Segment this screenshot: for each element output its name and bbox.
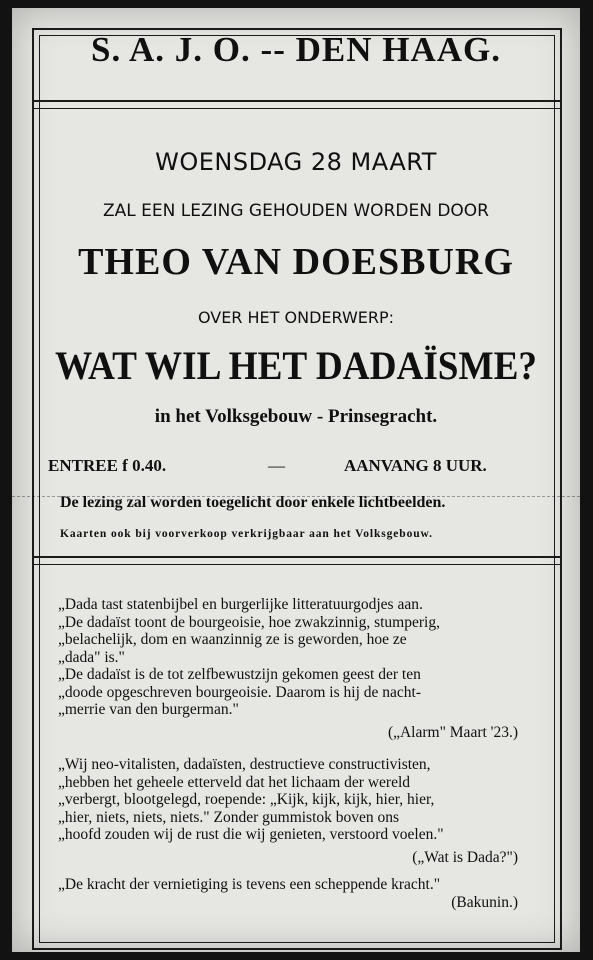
subject-intro: OVER HET ONDERWERP:: [197, 308, 395, 327]
section-divider: [32, 556, 560, 558]
quote-what-is-dada: [58, 756, 444, 844]
quote-attribution: („Alarm" Maart '23.): [387, 724, 518, 741]
quote-line: „De dadaïst toont de bourgeoisie, hoe zwakzinnig, stumperig,: [58, 613, 440, 631]
poster: [12, 8, 580, 952]
quote-line: „hebben het geheele etterveld dat het lichaam der wereld: [58, 773, 411, 791]
quote-line: „De dadaïst is de tot zelfbewustzijn gekomen geest der ten: [58, 666, 421, 683]
quote-line: „dada" is.": [58, 648, 125, 666]
tickets-note: Kaarten ook bij voorverkoop verkrijgbaar aan het Volksgebouw.: [60, 528, 433, 540]
start-time: AANVANG 8 UUR.: [344, 456, 487, 475]
quote-line: „Wij neo-vitalisten, dadaïsten, destructieve constructivisten,: [58, 756, 431, 773]
quote-alarm: [58, 596, 440, 719]
slides-note: De lezing zal worden toegelicht door enkele lichtbeelden.: [60, 494, 446, 511]
event-date: WOENSDAG 28 MAART: [155, 148, 437, 176]
header-divider: [32, 100, 560, 102]
quote-line: „Dada tast statenbijbel en burgerlijke litteratuurgodjes aan.: [58, 596, 423, 613]
quote-line: „De kracht der vernietiging is tevens een scheppende kracht.": [58, 876, 441, 893]
lecture-intro: ZAL EEN LEZING GEHOUDEN WORDEN DOOR: [102, 201, 489, 221]
quote-attribution: („Wat is Dada?"): [412, 849, 518, 866]
quote-line: „merrie van den burgerman.": [58, 701, 239, 718]
quote-line: „hier, niets, niets, niets." Zonder gummistok boven ons: [58, 808, 400, 826]
lecture-subject: WAT WIL HET DADAÏSME?: [54, 343, 538, 388]
venue: in het Volksgebouw - Prinsegracht.: [154, 406, 438, 427]
quote-attribution: (Bakunin.): [451, 894, 518, 911]
separator-dash: —: [268, 456, 285, 475]
speaker-name: THEO VAN DOESBURG: [78, 241, 514, 283]
header-divider-thin: [32, 108, 560, 109]
quote-line: „doode opgeschreven bourgeoisie. Daarom is hij de nacht-: [58, 683, 421, 701]
poster-header: S. A. J. O. -- DEN HAAG.: [91, 30, 501, 69]
quote-bakunin: [58, 876, 440, 894]
quote-line: „belachelijk, dom en waanzinnig ze is geworden, hoe ze: [58, 631, 407, 648]
section-divider-thin: [32, 564, 560, 565]
entry-price: ENTREE f 0.40.: [48, 456, 167, 475]
quote-line: „hoofd zouden wij de rust die wij genieten, verstoord voelen.": [58, 826, 444, 843]
quote-line: „verbergt, blootgelegd, roepende: „Kijk, kijk, kijk, hier, hier,: [58, 791, 435, 808]
